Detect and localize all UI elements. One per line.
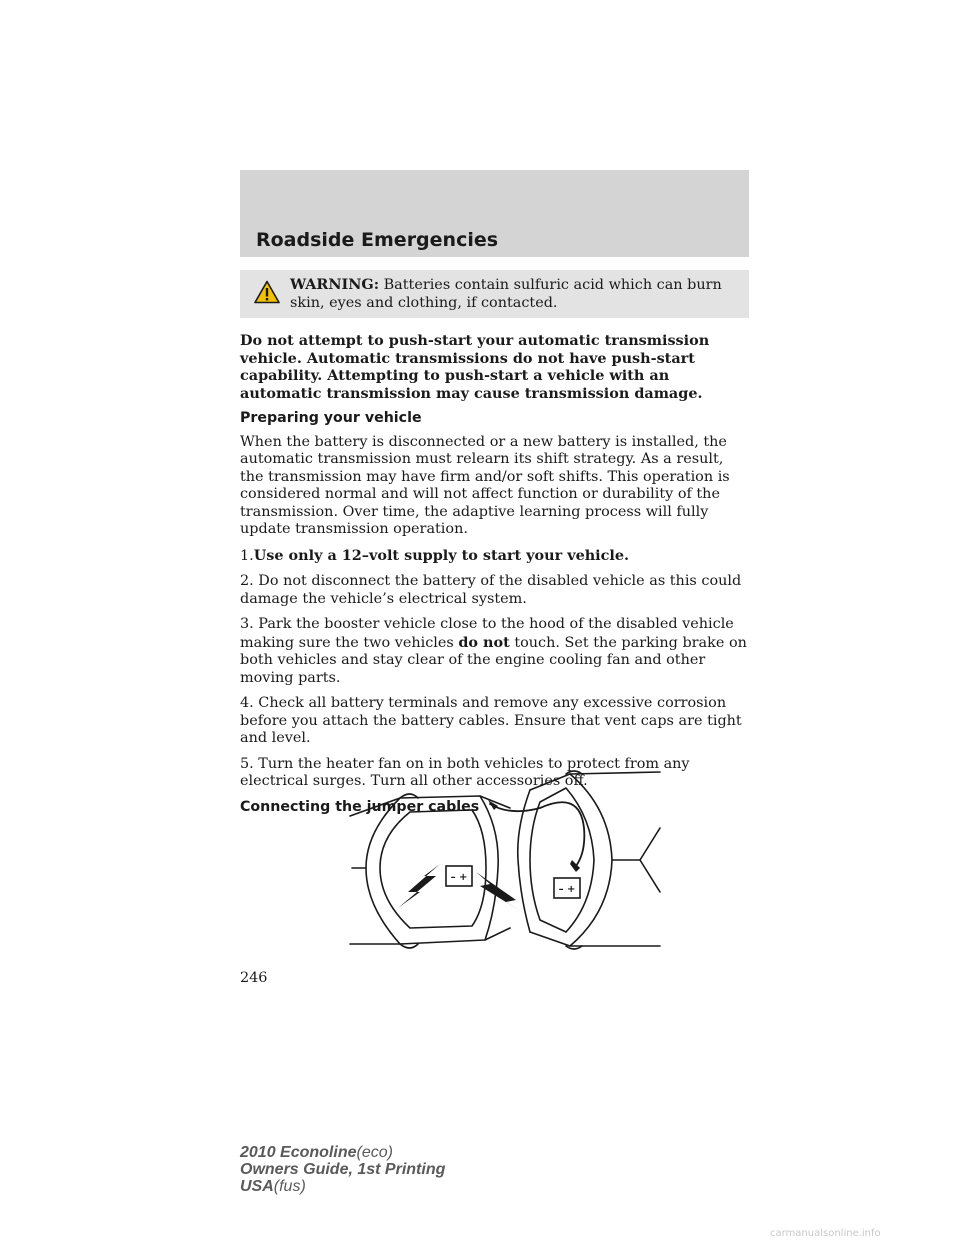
step-4: 4. Check all battery terminals and remove any excessive corrosion before you attach the battery cables. Ensure that vent caps are tight and level. bbox=[240, 695, 742, 746]
step-1-number: 1. bbox=[240, 547, 254, 564]
step-2: 2. Do not disconnect the battery of the disabled vehicle as this could damage the vehicle’s electrical system. bbox=[240, 573, 742, 607]
warning-label: WARNING: bbox=[290, 276, 380, 293]
step-3-before: 3. Park the booster vehicle close to the hood of the disabled vehicle making sure the two vehicles bbox=[240, 616, 734, 651]
page-content bbox=[240, 332, 750, 822]
right-battery-terminals: – + bbox=[558, 884, 576, 895]
footer-region-code: (fus) bbox=[273, 1178, 306, 1195]
spark-bolt-left bbox=[398, 864, 440, 908]
preparing-heading: Preparing your vehicle bbox=[240, 410, 422, 426]
section-header-band bbox=[240, 170, 749, 257]
footer-line-1 bbox=[240, 1144, 445, 1161]
footer-model: 2010 Econoline bbox=[240, 1144, 357, 1161]
step-1 bbox=[240, 547, 750, 566]
page-number: 246 bbox=[240, 970, 268, 986]
push-start-caution: Do not attempt to push-start your automatic transmission vehicle. Automatic transmissions do not have push-start capability. Attempting to push-start a vehicle with an automatic transmission may cause transmission damage. bbox=[240, 332, 710, 402]
disabled-vehicle-battery bbox=[446, 866, 472, 886]
footer-line-2: Owners Guide, 1st Printing bbox=[240, 1161, 446, 1178]
footer-region: USA bbox=[240, 1178, 274, 1195]
step-3-emphasis: do not bbox=[458, 633, 510, 651]
document-footer bbox=[240, 1144, 445, 1195]
step-1-text: Use only a 12–volt supply to start your vehicle. bbox=[253, 546, 630, 564]
disabled-vehicle bbox=[350, 794, 510, 948]
watermark: carmanualsonline.info bbox=[770, 1228, 881, 1239]
booster-vehicle-battery bbox=[554, 878, 580, 898]
connecting-heading: Connecting the jumper cables bbox=[240, 798, 480, 815]
footer-model-code: (eco) bbox=[356, 1144, 393, 1161]
warning-message: Batteries contain sulfuric acid which can burn skin, eyes and clothing, if contacted. bbox=[290, 277, 722, 311]
warning-box bbox=[240, 270, 749, 318]
jumper-cables-illustration bbox=[340, 768, 680, 953]
step-5: 5. Turn the heater fan on in both vehicles to protect from any electrical surges. Turn all other accessories off. bbox=[240, 755, 690, 789]
footer-line-3 bbox=[240, 1178, 445, 1195]
step-3 bbox=[240, 616, 750, 687]
section-title: Roadside Emergencies bbox=[256, 229, 499, 251]
step-3-after: touch. Set the parking brake on both vehicles and stay clear of the engine cooling fan and other moving parts. bbox=[240, 634, 747, 686]
left-battery-terminals: – + bbox=[450, 872, 468, 883]
warning-triangle-icon bbox=[254, 280, 280, 304]
spark-bolt-right bbox=[476, 872, 522, 912]
warning-text bbox=[290, 276, 738, 312]
preparing-text: When the battery is disconnected or a new battery is installed, the automatic transmission must relearn its shift strategy. As a result, the transmission may have firm and/or soft shifts. This operation is considered normal and will not affect function or durability of the transmission. Over time, the adaptive learning process will fully update transmission operation. bbox=[240, 433, 730, 537]
booster-vehicle bbox=[518, 771, 660, 949]
